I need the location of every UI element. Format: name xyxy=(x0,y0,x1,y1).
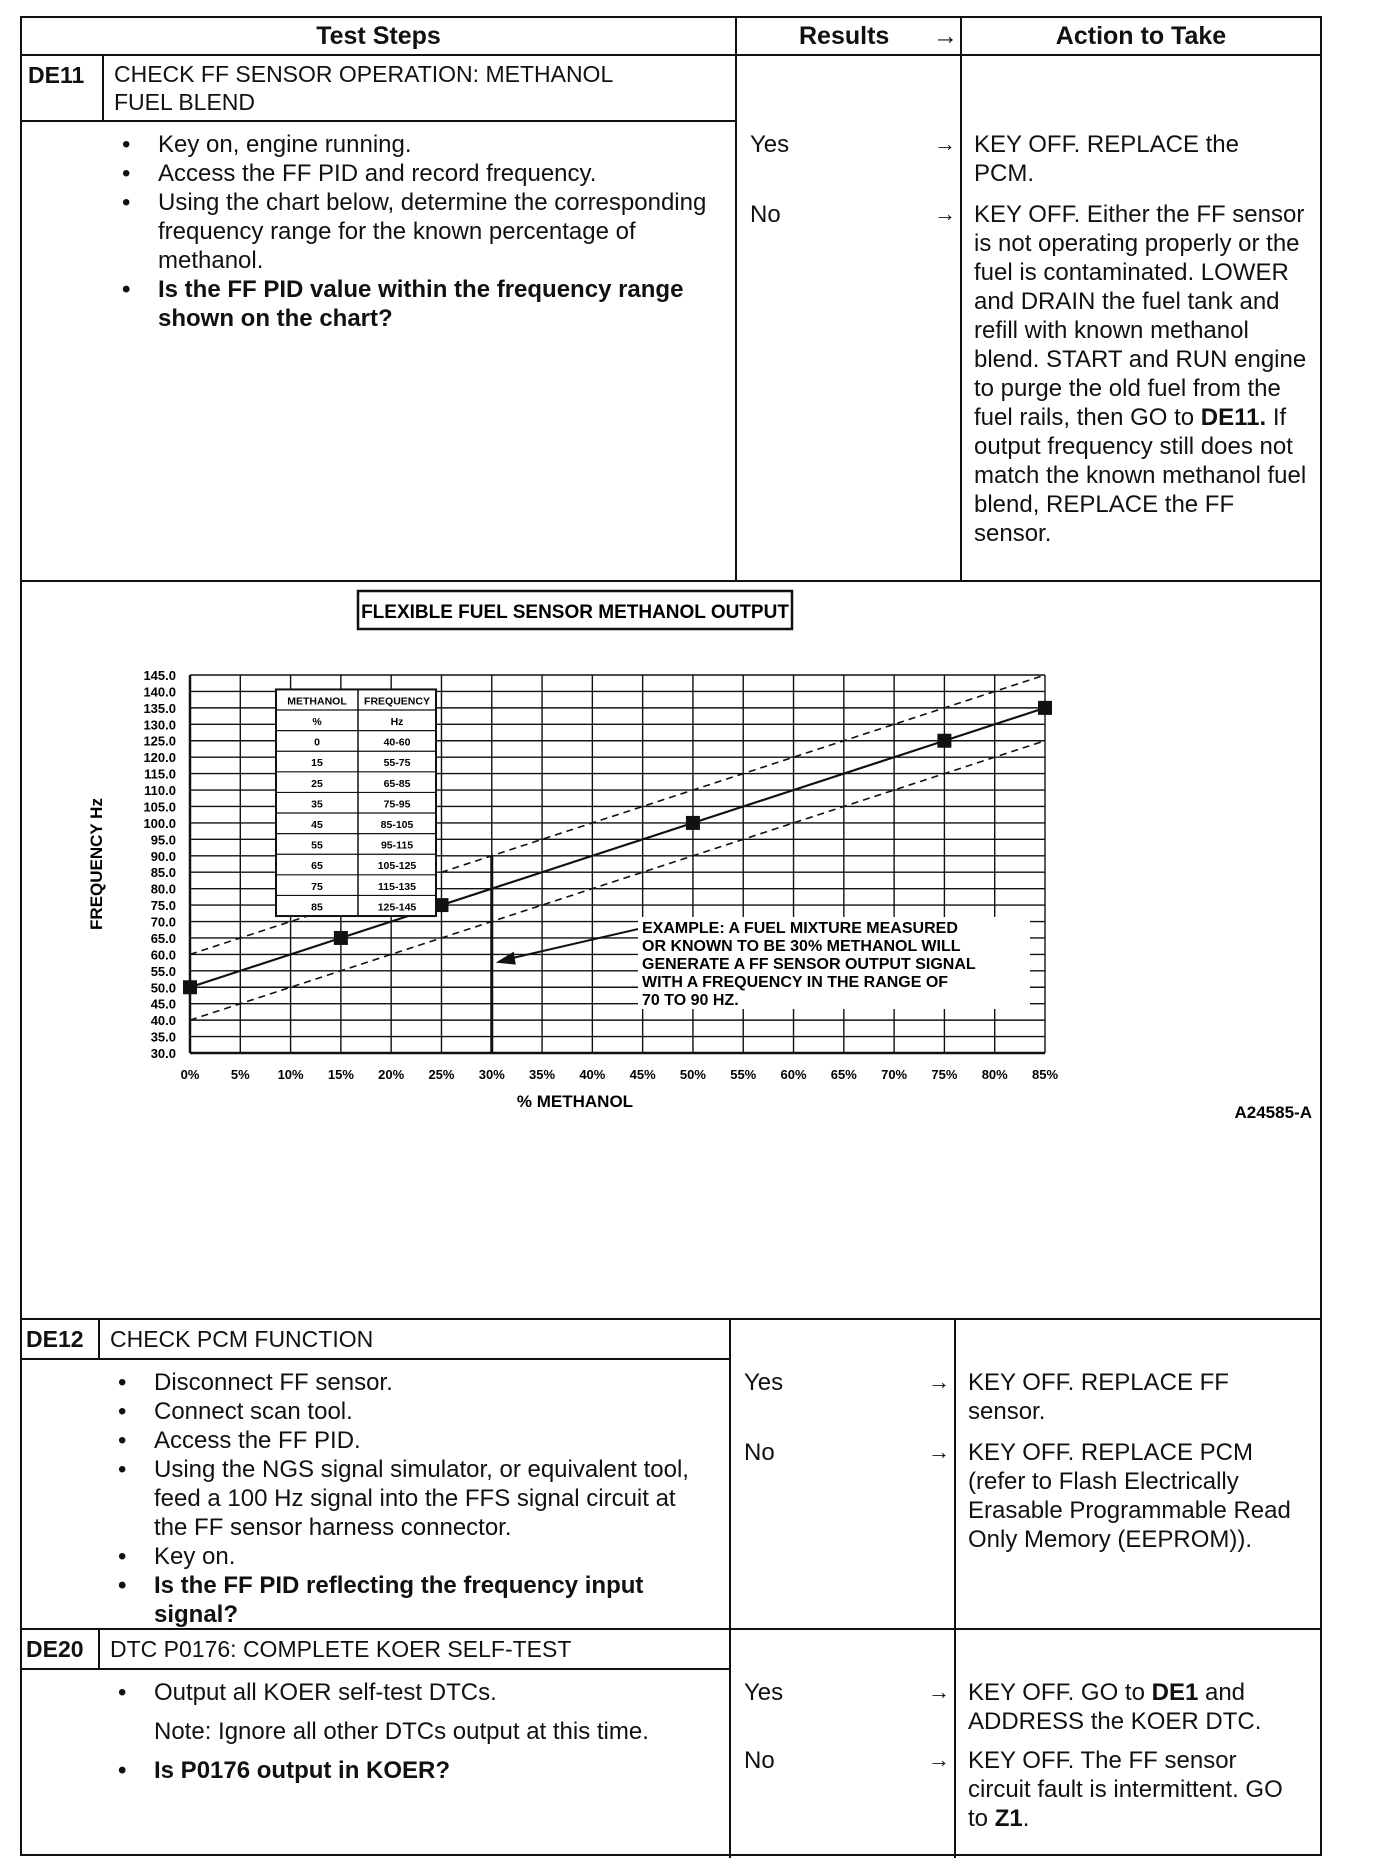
de11-steps-list xyxy=(118,130,718,333)
de11-title-divider xyxy=(22,120,735,122)
x-tick-label: 85% xyxy=(1031,1067,1059,1082)
chart-bottom-divider xyxy=(22,1318,1320,1320)
de11-no-action xyxy=(974,200,1312,548)
figure-id: A24585-A xyxy=(1234,1103,1312,1122)
data-point-marker xyxy=(1038,701,1052,715)
step-id-de12: DE12 xyxy=(26,1326,84,1352)
annotation-arrow-head xyxy=(496,952,516,965)
y-tick-label: 75.0 xyxy=(150,898,176,914)
step-title-de20: DTC P0176: COMPLETE KOER SELF-TEST xyxy=(110,1636,572,1662)
table-cell-frequency: 105-125 xyxy=(377,860,417,873)
de12-step-4: • Using the NGS signal simulator, or equivalent tool, feed a 100 Hz signal into the FFS signal circuit at the FF sensor harness connector. xyxy=(114,1455,714,1542)
de12-title-divider xyxy=(22,1358,729,1360)
de11-step-3: • Using the chart below, determine the corresponding frequency range for the known percentage of methanol. xyxy=(118,188,718,275)
de11-yes-label: Yes xyxy=(750,131,790,158)
header-results-arrow: → xyxy=(933,21,958,50)
table-cell-methanol: 35 xyxy=(311,798,323,811)
step-title-de11: CHECK FF SENSOR OPERATION: METHANOL FUEL BLEND xyxy=(114,61,613,115)
de12-step-1: • Disconnect FF sensor. xyxy=(114,1368,714,1397)
de11-id-divider xyxy=(102,56,104,120)
de12-no-label: No xyxy=(744,1439,775,1466)
table-cell-methanol: 45 xyxy=(311,819,323,832)
x-tick-label: 45% xyxy=(629,1067,656,1082)
x-tick-label: 50% xyxy=(679,1067,706,1082)
annotation-line: EXAMPLE: A FUEL MIXTURE MEASURED xyxy=(642,920,958,938)
table-cell-methanol: 15 xyxy=(311,757,323,770)
x-tick-label: 80% xyxy=(981,1067,1008,1082)
de20-yes-action xyxy=(968,1678,1298,1736)
y-tick-label: 125.0 xyxy=(143,733,176,749)
de20-no-action xyxy=(968,1746,1288,1833)
header-test-steps: Test Steps xyxy=(316,21,441,50)
methanol-output-chart xyxy=(22,582,1320,1318)
header-results-label: Results xyxy=(799,21,890,50)
de11-yes-arrow: → xyxy=(934,131,956,156)
annotation-line: OR KNOWN TO BE 30% METHANOL WILL xyxy=(642,938,961,956)
de20-yes-action-text: KEY OFF. GO to xyxy=(968,1679,1152,1706)
table-cell-frequency: 125-145 xyxy=(377,901,417,914)
de20-no-action-text: KEY OFF. The FF sensor circuit fault is intermittent. GO to xyxy=(968,1747,1283,1832)
x-tick-label: 25% xyxy=(428,1067,455,1082)
table-header-frequency: FREQUENCY xyxy=(364,695,430,708)
de12-step-3: • Access the FF PID. xyxy=(114,1426,714,1455)
col-divider-results-de12 xyxy=(729,1318,731,1628)
table-cell-frequency: 85-105 xyxy=(380,819,414,832)
x-axis-label: % METHANOL xyxy=(516,1092,634,1111)
de20-step-question: • Is P0176 output in KOER? xyxy=(114,1756,714,1785)
de11-step-2: • Access the FF PID and record frequency. xyxy=(118,159,718,188)
step-title-de12: CHECK PCM FUNCTION xyxy=(110,1326,374,1352)
de20-yes-arrow: → xyxy=(928,1679,950,1704)
de12-steps-list xyxy=(114,1368,714,1629)
y-tick-label: 85.0 xyxy=(150,865,176,881)
data-point-marker xyxy=(937,734,951,748)
y-tick-label: 95.0 xyxy=(150,832,176,848)
x-tick-label: 70% xyxy=(881,1067,908,1082)
table-unit-percent: % xyxy=(312,716,322,729)
table-cell-methanol: 65 xyxy=(311,860,323,873)
annotation-line: WITH A FREQUENCY IN THE RANGE OF xyxy=(642,974,949,992)
de20-no-action-text-2: . xyxy=(1022,1805,1030,1832)
header-action: Action to Take xyxy=(1055,21,1227,50)
de11-no-label: No xyxy=(750,201,781,228)
de11-step-1: • Key on, engine running. xyxy=(118,130,718,159)
de12-bottom-divider xyxy=(22,1628,1320,1630)
table-header-methanol: METHANOL xyxy=(287,695,347,708)
de12-no-action: KEY OFF. REPLACE PCM (refer to Flash Electrically Erasable Programmable Read Only Memory (EEPROM)). xyxy=(968,1439,1298,1553)
y-tick-label: 65.0 xyxy=(150,930,176,946)
y-tick-label: 100.0 xyxy=(143,815,176,831)
y-tick-label: 50.0 xyxy=(150,980,176,996)
de20-steps-list xyxy=(114,1678,714,1785)
data-point-marker xyxy=(183,980,197,994)
de20-yes-label: Yes xyxy=(744,1679,784,1706)
de20-no-arrow: → xyxy=(928,1747,950,1772)
col-divider-action-de20 xyxy=(954,1628,956,1858)
de11-no-action-text-2: If output frequency still does not match the known methanol fuel blend, REPLACE the FF sensor. xyxy=(974,404,1307,547)
de12-step-question: • Is the FF PID reflecting the frequency input signal? xyxy=(114,1571,714,1629)
de11-yes-action: KEY OFF. REPLACE the PCM. xyxy=(974,131,1239,187)
de12-step-5: • Key on. xyxy=(114,1542,714,1571)
de12-step-2: • Connect scan tool. xyxy=(114,1397,714,1426)
de20-yes-action-ref: DE1 xyxy=(1151,1679,1199,1706)
de20-no-action-ref: Z1 xyxy=(994,1805,1023,1832)
table-unit-hz: Hz xyxy=(390,716,404,729)
de20-step-1: • Output all KOER self-test DTCs. xyxy=(114,1678,714,1707)
de11-no-action-text: KEY OFF. Either the FF sensor is not operating properly or the fuel is contaminated. LOWER and DRAIN the fuel tank and refill with known methanol blend. START and RUN engine to purge the old fuel from the fuel rails, then GO to xyxy=(974,201,1307,431)
de20-id-divider xyxy=(98,1628,100,1668)
y-tick-label: 120.0 xyxy=(143,750,176,766)
y-tick-label: 90.0 xyxy=(150,848,176,864)
x-tick-label: 60% xyxy=(780,1067,807,1082)
de12-yes-action: KEY OFF. REPLACE FF sensor. xyxy=(968,1369,1229,1425)
de11-no-arrow: → xyxy=(934,201,956,226)
header-results xyxy=(737,18,960,54)
col-divider-action-de12 xyxy=(954,1318,956,1628)
de20-step-note: Note: Ignore all other DTCs output at this time. xyxy=(154,1718,649,1745)
x-tick-label: 35% xyxy=(529,1067,556,1082)
annotation-line: 70 TO 90 HZ. xyxy=(642,992,739,1010)
table-cell-frequency: 115-135 xyxy=(378,880,416,893)
y-axis-label: FREQUENCY Hz xyxy=(87,798,106,930)
de12-yes-label: Yes xyxy=(744,1369,784,1396)
diagnostic-procedure-table xyxy=(20,16,1322,1856)
col-divider-action-de11 xyxy=(960,18,962,580)
de20-no-label: No xyxy=(744,1747,775,1774)
x-tick-label: 0% xyxy=(180,1067,200,1082)
x-tick-label: 30% xyxy=(478,1067,505,1082)
de20-yes-action-text-2: and ADDRESS the KOER DTC. xyxy=(968,1679,1262,1735)
x-tick-label: 20% xyxy=(378,1067,405,1082)
data-point-marker xyxy=(686,816,700,830)
step-id-de11: DE11 xyxy=(28,62,85,88)
table-cell-methanol: 0 xyxy=(314,736,320,749)
table-cell-frequency: 40-60 xyxy=(383,736,411,749)
y-tick-label: 105.0 xyxy=(143,799,176,815)
y-tick-label: 60.0 xyxy=(150,947,176,963)
table-cell-methanol: 25 xyxy=(311,777,323,790)
table-cell-methanol: 55 xyxy=(311,839,323,852)
table-cell-methanol: 75 xyxy=(311,880,323,893)
x-tick-label: 10% xyxy=(277,1067,304,1082)
annotation-line: GENERATE A FF SENSOR OUTPUT SIGNAL xyxy=(642,956,976,974)
de11-no-action-ref: DE11. xyxy=(1200,404,1267,431)
y-tick-label: 30.0 xyxy=(150,1046,176,1061)
y-tick-label: 145.0 xyxy=(143,668,176,683)
table-cell-frequency: 95-115 xyxy=(380,839,414,852)
table-cell-frequency: 75-95 xyxy=(383,798,411,811)
de12-id-divider xyxy=(98,1318,100,1358)
chart-title: FLEXIBLE FUEL SENSOR METHANOL OUTPUT xyxy=(361,602,789,623)
y-tick-label: 40.0 xyxy=(150,1013,176,1029)
y-tick-label: 80.0 xyxy=(150,881,176,897)
x-tick-label: 40% xyxy=(579,1067,606,1082)
col-divider-results-de20 xyxy=(729,1628,731,1858)
y-tick-label: 55.0 xyxy=(150,963,176,979)
de12-no-arrow: → xyxy=(928,1439,950,1464)
col-divider-results-de11 xyxy=(735,18,737,580)
y-tick-label: 45.0 xyxy=(150,996,176,1012)
x-tick-label: 5% xyxy=(230,1067,250,1082)
header-divider xyxy=(22,54,1320,56)
de12-yes-arrow: → xyxy=(928,1369,950,1394)
y-tick-label: 110.0 xyxy=(144,783,176,799)
y-tick-label: 135.0 xyxy=(143,700,176,716)
y-tick-label: 35.0 xyxy=(150,1029,176,1045)
y-tick-label: 70.0 xyxy=(150,914,176,930)
table-cell-frequency: 65-85 xyxy=(383,777,411,790)
y-tick-label: 115.0 xyxy=(144,766,176,782)
x-tick-label: 15% xyxy=(327,1067,354,1082)
y-tick-label: 130.0 xyxy=(143,717,176,733)
step-id-de20: DE20 xyxy=(26,1636,84,1662)
y-tick-label: 140.0 xyxy=(143,684,176,700)
table-cell-frequency: 55-75 xyxy=(383,757,411,770)
data-point-marker xyxy=(334,931,348,945)
x-tick-label: 65% xyxy=(830,1067,857,1082)
de20-title-divider xyxy=(22,1668,729,1670)
table-cell-methanol: 85 xyxy=(311,901,323,914)
x-tick-label: 55% xyxy=(730,1067,757,1082)
de11-step-question: • Is the FF PID value within the frequency range shown on the chart? xyxy=(118,275,718,333)
x-tick-label: 75% xyxy=(931,1067,958,1082)
